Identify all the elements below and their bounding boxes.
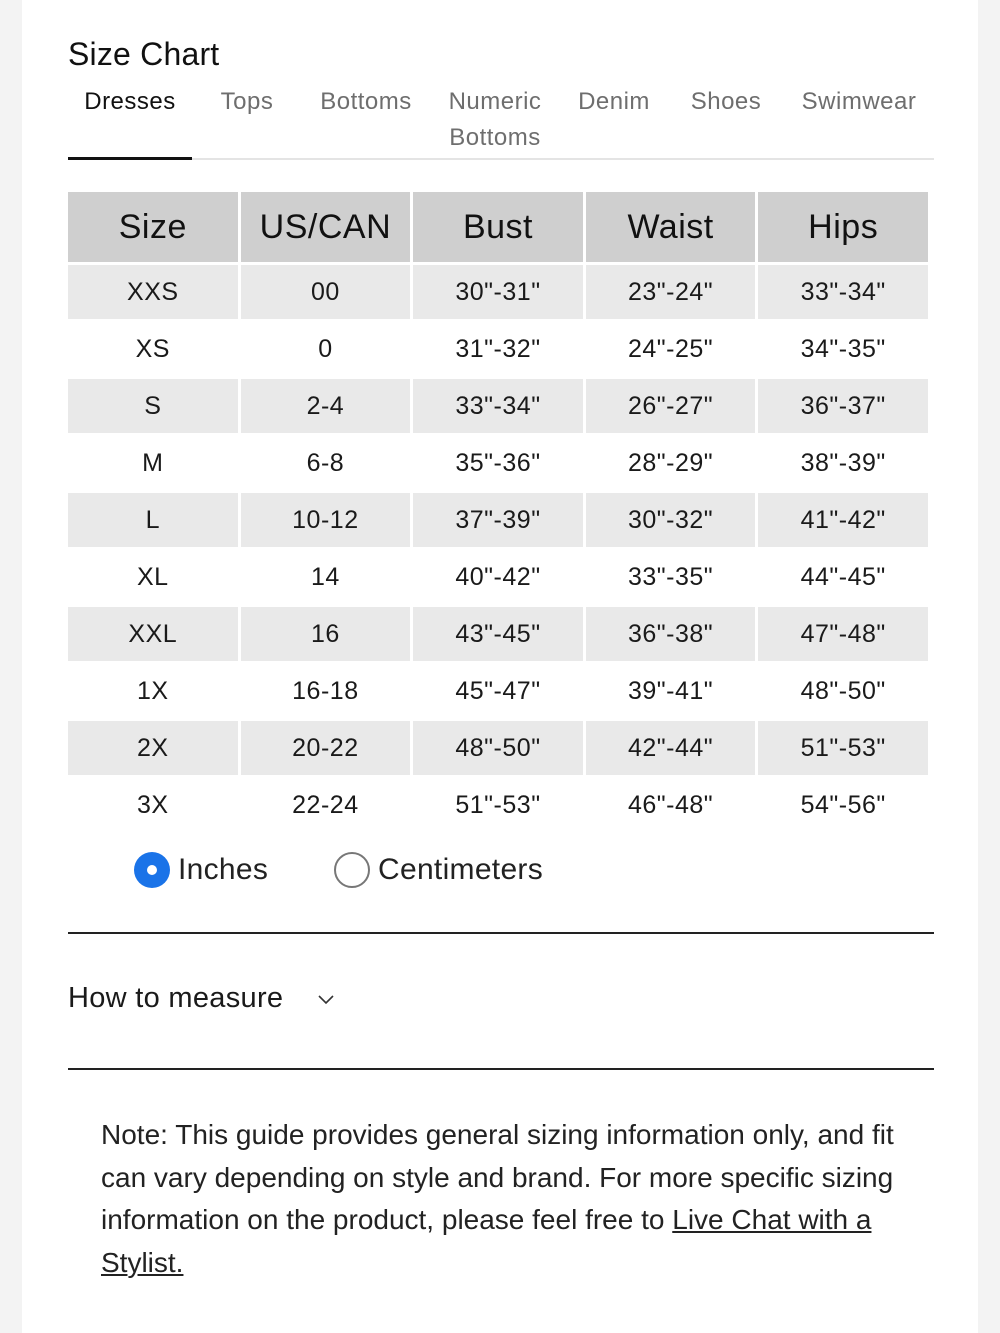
cell-bust: 35"-36"	[455, 448, 541, 477]
cell-waist: 36"-38"	[586, 607, 756, 661]
inches-option[interactable]	[134, 852, 268, 888]
tab-numeric-bottoms[interactable]: Numeric Bottoms	[448, 88, 542, 151]
cell-waist: 26"-27"	[586, 379, 756, 433]
tab-shoes[interactable]: Shoes	[690, 88, 762, 115]
cell-us-can: 6-8	[306, 448, 345, 477]
radio-unselected-icon[interactable]	[334, 852, 370, 888]
cell-hips: 41"-42"	[758, 493, 928, 547]
chevron-down-icon	[317, 990, 335, 1008]
table-row	[68, 379, 928, 433]
cell-bust: 45"-47"	[455, 676, 541, 705]
centimeters-option[interactable]	[334, 852, 543, 888]
cell-waist: 28"-29"	[627, 448, 714, 477]
table-header-row	[68, 192, 928, 262]
divider	[68, 932, 934, 934]
cell-waist: 39"-41"	[627, 676, 714, 705]
tab-dresses[interactable]: Dresses	[84, 88, 176, 115]
header-us-can: US/CAN	[241, 192, 411, 262]
cell-bust: 31"-32"	[455, 334, 541, 363]
table-row	[68, 607, 928, 661]
header-hips: Hips	[758, 192, 928, 262]
cell-size: XL	[137, 562, 169, 591]
inches-label: Inches	[178, 853, 269, 886]
cell-bust: 37"-39"	[413, 493, 583, 547]
page-title: Size Chart	[68, 36, 220, 72]
cell-hips: 38"-39"	[800, 448, 886, 477]
size-table	[65, 189, 931, 835]
active-tab-indicator	[68, 157, 192, 160]
cell-us-can: 20-22	[241, 721, 411, 775]
cell-size: 2X	[68, 721, 238, 775]
table-row	[68, 550, 928, 604]
cell-hips: 36"-37"	[758, 379, 928, 433]
header-waist: Waist	[586, 192, 756, 262]
cell-size: XXS	[68, 265, 238, 319]
cell-us-can: 2-4	[241, 379, 411, 433]
tab-denim[interactable]: Denim	[578, 88, 650, 115]
cell-size: 3X	[137, 790, 169, 819]
table-row	[68, 721, 928, 775]
table-row	[68, 265, 928, 319]
cell-waist: 23"-24"	[586, 265, 756, 319]
live-chat-link[interactable]: Live Chat with a Stylist.	[101, 1204, 872, 1278]
header-size: Size	[68, 192, 238, 262]
cell-us-can: 16-18	[292, 676, 359, 705]
divider	[68, 1068, 934, 1070]
tab-bottoms[interactable]: Bottoms	[320, 88, 412, 115]
cell-waist: 33"-35"	[627, 562, 714, 591]
cell-size: XS	[135, 334, 170, 363]
cell-hips: 33"-34"	[758, 265, 928, 319]
table-row	[68, 493, 928, 547]
cell-waist: 24"-25"	[627, 334, 714, 363]
cell-bust: 48"-50"	[413, 721, 583, 775]
table-row	[68, 436, 928, 490]
cell-hips: 51"-53"	[758, 721, 928, 775]
how-to-measure-label: How to measure	[68, 982, 284, 1014]
note-prefix: Note:	[101, 1119, 168, 1150]
cell-waist: 42"-44"	[586, 721, 756, 775]
cell-bust: 33"-34"	[413, 379, 583, 433]
cell-us-can: 00	[241, 265, 411, 319]
cell-size: L	[68, 493, 238, 547]
tab-swimwear[interactable]: Swimwear	[801, 88, 917, 115]
cell-us-can: 10-12	[241, 493, 411, 547]
cell-us-can: 14	[310, 562, 340, 591]
tab-tops[interactable]: Tops	[220, 88, 274, 115]
cell-hips: 44"-45"	[800, 562, 886, 591]
size-chart-panel	[22, 0, 978, 1333]
cell-waist: 30"-32"	[586, 493, 756, 547]
cell-us-can: 16	[241, 607, 411, 661]
cell-size: S	[68, 379, 238, 433]
cell-bust: 51"-53"	[455, 790, 541, 819]
cell-hips: 54"-56"	[800, 790, 886, 819]
table-row	[68, 778, 928, 832]
table-row	[68, 322, 928, 376]
sizing-note	[101, 1114, 921, 1284]
cell-bust: 43"-45"	[413, 607, 583, 661]
cell-bust: 30"-31"	[413, 265, 583, 319]
cell-us-can: 0	[318, 334, 333, 363]
cell-hips: 48"-50"	[800, 676, 886, 705]
note-body: This guide provides general sizing information only, and fit can vary depending on style and brand. For more specific sizing information on the product, please feel free to	[101, 1119, 894, 1235]
cell-hips: 47"-48"	[758, 607, 928, 661]
cell-size: XXL	[68, 607, 238, 661]
header-bust: Bust	[413, 192, 583, 262]
table-row	[68, 664, 928, 718]
cell-hips: 34"-35"	[800, 334, 886, 363]
how-to-measure-toggle[interactable]	[68, 982, 335, 1015]
cell-size: 1X	[137, 676, 169, 705]
cell-size: M	[142, 448, 164, 477]
radio-selected-icon[interactable]	[134, 852, 170, 888]
category-tabs	[68, 84, 934, 160]
centimeters-label: Centimeters	[378, 853, 544, 886]
cell-waist: 46"-48"	[627, 790, 714, 819]
cell-us-can: 22-24	[292, 790, 359, 819]
cell-bust: 40"-42"	[455, 562, 541, 591]
